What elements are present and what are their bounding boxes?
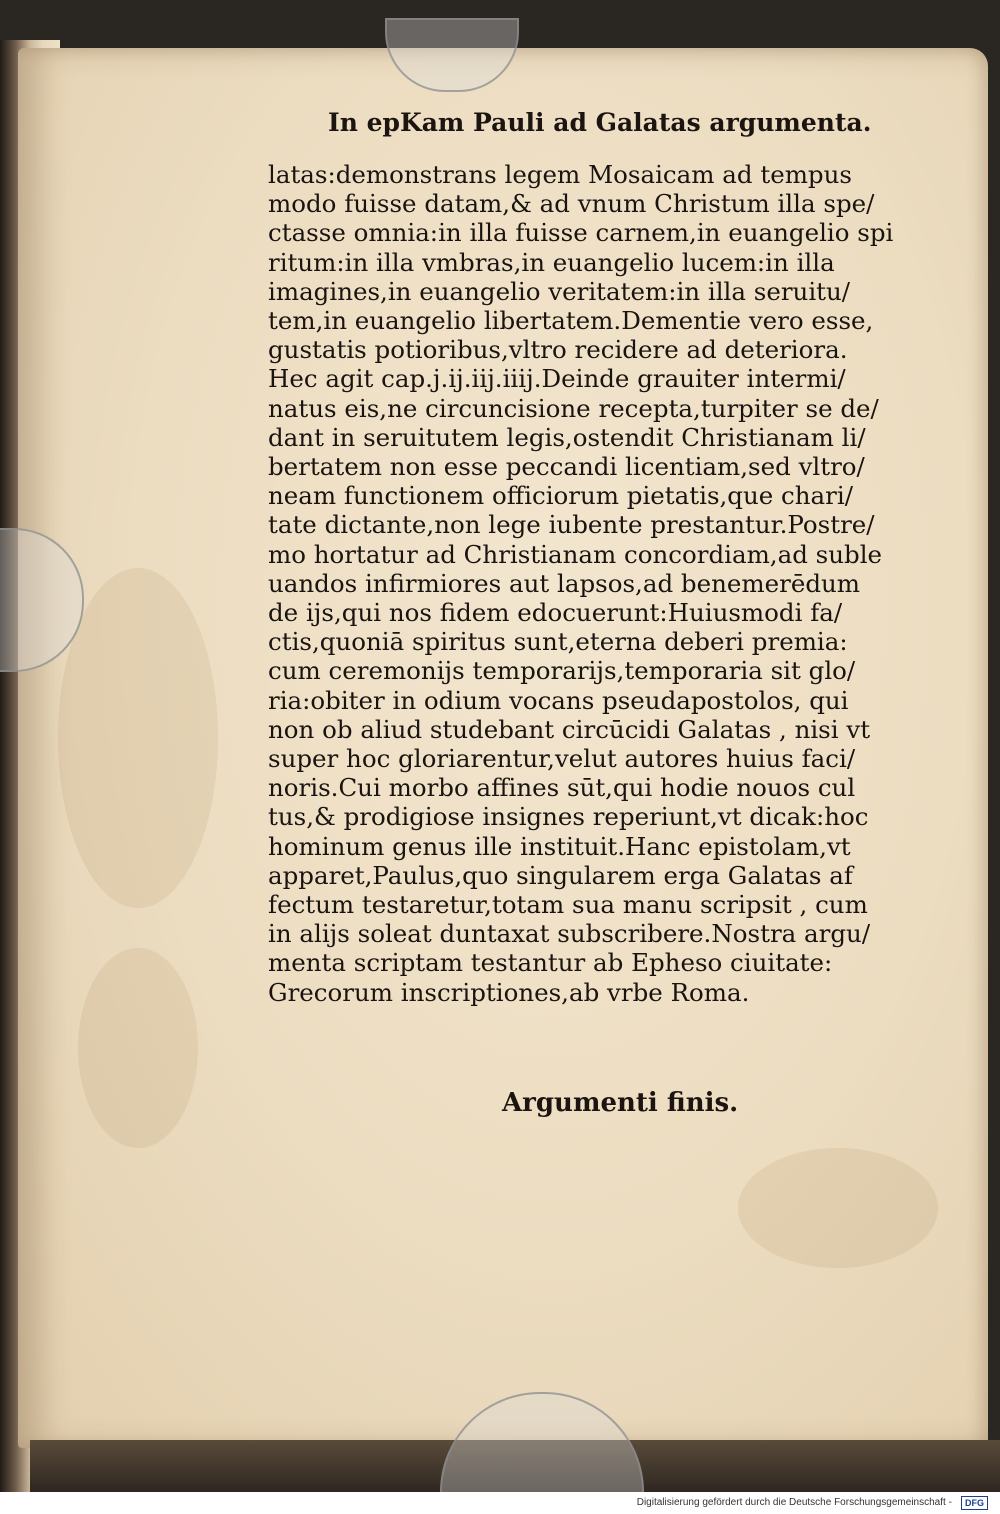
text-line: ritum:in illa vmbras,in euangelio lucem:in illa: [268, 247, 835, 277]
text-line: natus eis,ne circuncisione recepta,turpiter se de/: [268, 393, 879, 423]
text-line: super hoc gloriarentur,velut autores huius faci/: [268, 744, 856, 774]
paper-stain: [58, 568, 218, 908]
text-line: Hec agit cap.j.ij.iij.iiij.Deinde grauiter intermi/: [268, 364, 846, 394]
paper-stain: [738, 1148, 938, 1268]
text-line: Grecorum inscriptiones,ab vrbe Roma.: [268, 977, 750, 1007]
text-line: hominum genus ille instituit.Hanc epistolam,vt: [268, 831, 851, 861]
text-line: non ob aliud studebant circūcidi Galatas , nisi vt: [268, 714, 871, 744]
text-line: tus,& prodigiose insignes reperiunt,vt dicak:hoc: [268, 802, 869, 832]
text-line: noris.Cui morbo affines sūt,qui hodie nouos cul: [268, 773, 856, 803]
text-line: fectum testaretur,totam sua manu scripsit , cum: [268, 890, 868, 920]
closing-line: Argumenti finis.: [502, 1088, 739, 1118]
text-line: tate dictante,non lege iubente prestantur.Postre/: [268, 510, 875, 540]
text-line: modo fuisse datam,& ad vnum Christum illa spe/: [268, 189, 875, 219]
text-line: cum ceremonijs temporarijs,temporaria sit glo/: [268, 656, 856, 686]
running-header: In epKam Pauli ad Galatas argumenta.: [328, 108, 872, 137]
text-line: neam functionem officiorum pietatis,que chari/: [268, 481, 853, 511]
text-line: in alijs soleat duntaxat subscribere.Nostra argu/: [268, 919, 871, 949]
text-line: dant in seruitutem legis,ostendit Christianam li/: [268, 422, 866, 452]
text-line: ctasse omnia:in illa fuisse carnem,in euangelio spi: [268, 218, 894, 248]
text-line: imagines,in euangelio veritatem:in illa seruitu/: [268, 276, 851, 306]
text-line: bertatem non esse peccandi licentiam,sed vltro/: [268, 452, 865, 482]
dfg-logo-icon: DFG: [961, 1496, 988, 1510]
body-text: [268, 160, 938, 1007]
text-line: apparet,Paulus,quo singularem erga Galatas af: [268, 860, 853, 890]
text-line: uandos infirmiores aut lapsos,ad benemerēdum: [268, 568, 861, 598]
text-line: menta scriptam testantur ab Epheso ciuitate:: [268, 948, 833, 978]
footer-credit: Digitalisierung gefördert durch die Deutsche Forschungsgemeinschaft -: [636, 1497, 952, 1508]
digitization-footer: [0, 1492, 1000, 1514]
text-line: ria:obiter in odium vocans pseudapostolos, qui: [268, 685, 849, 715]
text-line: tem,in euangelio libertatem.Dementie vero esse,: [268, 306, 874, 336]
text-line: gustatis potioribus,vltro recidere ad deteriora.: [268, 335, 848, 365]
paper-stain: [78, 948, 198, 1148]
text-line: latas:demonstrans legem Mosaicam ad tempus: [268, 160, 852, 189]
text-line: de ijs,qui nos fidem edocuerunt:Huiusmodi fa/: [268, 598, 843, 628]
text-line: mo hortatur ad Christianam concordiam,ad suble: [268, 539, 883, 569]
text-line: ctis,quoniā spiritus sunt,eterna deberi premia:: [268, 627, 848, 657]
